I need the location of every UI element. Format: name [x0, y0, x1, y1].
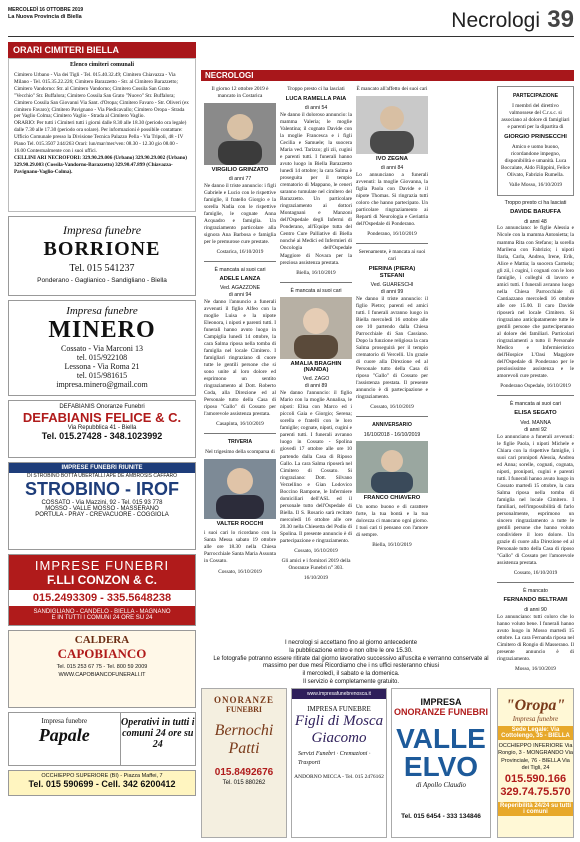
obit-label: ANNIVERSARIO	[372, 422, 412, 429]
ad-papale-right	[121, 713, 195, 765]
obit-place: Biella, 16/10/2019	[296, 269, 336, 276]
ad-strobino-line5: MOSSO - VALLE MOSSO - MASSERANO	[45, 506, 159, 512]
obit-text: Amico e uomo buono, ricordandone impegno, disponibilità e umanità. Luca Boccalate, Aldo Filippini, Felice Olivato, Fabrizio Rumella.	[501, 143, 570, 178]
obituary-column-1	[204, 86, 276, 606]
obit-place: 16/10/2019	[303, 575, 329, 582]
obit-sub: Ved. MANNA	[520, 419, 551, 426]
obit-intro: È mancata ai suoi cari	[290, 287, 342, 294]
ad-bernochi-line4: 015.8492676	[214, 767, 274, 779]
orari-box	[8, 58, 196, 212]
obit-place: Cossato, 16/10/2019	[218, 568, 262, 575]
ad-strobino-line6: PORTULA - PRAY - CREVACUORE - COGGIOLA	[35, 512, 169, 518]
page-number: 39	[547, 6, 574, 33]
obit-text: Lo annunciano a funerali avvenuti: la moglie Giovanna, la figlia Paola con Davide e il nipote Thomas. Si ringrazia tutti coloro che hanno partecipato. Un particolare ringraziamento ai Reparti di Neurologia e Geriatria dell'Ospedale di Ponderano.	[356, 171, 428, 228]
orari-heading: Elenco cimiteri comunali	[70, 62, 134, 68]
orari-text: Cimitero Urbano - Via dei Tigli - Tel. 015.40.32.49; Cimitero Chiavazza - Via Milano - Tel. 015.35.22.226; Cimitero Barazzetto - Str. al Cimitero Barazzetto; Cimitero Vandorno: Str. al Cimitero Vandorno; Cimitero Cossila San Grato "Vecchio" Str. Buffalora; Cimitero Cossila San Grato "Nuovo" Str. Buffalora; Cimitero Cossila San Giovanni Via Sant. d'Oropa; Cimitero Favaro - Str. Oliveri (ex cimitero Favaro); Cimitero Pavignano - Via Piedicavallo; Cimitero Oropa - Strada per Vaglio Colma; Cimitero Vaglio - Strada al Cimitero Vaglio.	[14, 71, 189, 120]
obit-place: Biella, 16/10/2019	[372, 542, 412, 549]
obit-place: Ponderano Ospedale, 16/10/2019	[500, 383, 571, 390]
ad-conzon-line1: IMPRESE FUNEBRI	[34, 558, 170, 573]
notice-line: il mercoledì, il sabato e la domenica.	[302, 671, 400, 678]
obit-name: ELISA SEGATO	[514, 410, 557, 417]
newspaper-name: La Nuova Provincia di Biella	[8, 14, 82, 20]
obit-intro: È mancato all'affetto dei suoi cari	[356, 86, 428, 92]
obit-age: di anni 92	[524, 426, 547, 433]
obit-intro: È mancato	[523, 588, 548, 595]
notice-line: Le fotografie potranno essere ritirate dal giorno lavorativo successivo all'uscita e verranno conservate al massimo per due mesi Ricordiamo che i ns uffici resteranno chiusi	[213, 655, 489, 670]
ad-valle-elvo[interactable]	[391, 688, 491, 838]
ad-oropa-line5: 015.590.166	[504, 772, 567, 785]
ad-strobino-line2: DI STROBINO BOTTA UBERTALLI APE DE AMBROSIS CAFFARO	[26, 473, 178, 479]
notice-line: Il servizio è completamente gratuito.	[302, 678, 400, 685]
orari-contacts: CELLINI ARI NECROFORI: 329.90.29.006 (Urbano) 329.90.29.002 (Urbano) 329.90.29.003 (Cossila-Vandorno-Barazzetto) 329.90.47.899 (Chiavazza-Pavignano-Vaglio-Colma).	[14, 154, 187, 175]
ad-bernochi-line5: Tel. 015 880262	[222, 780, 266, 787]
obit-name: IVO ZEGNA	[376, 156, 408, 163]
ad-oropa-line4: OCCHIEPPO INFERIORE Via Rongio, 3 - MONGRANDO Via Provinciale, 76 - BIELLA Via dei Tigli, 24	[498, 743, 573, 772]
ad-minero-line6: tel. 015/981615	[76, 371, 128, 380]
left-column	[8, 42, 196, 838]
obit-name: PIERINA (PIERA) STEFANI	[368, 266, 416, 280]
ad-mosca-giacomo[interactable]	[291, 688, 387, 838]
obit-place: Cossato, 16/10/2019	[513, 570, 558, 577]
obit-label: TRIVERIA	[227, 439, 253, 446]
ad-minero-line7: impresa.minero@gmail.com	[56, 380, 148, 389]
ad-oropa-line2: Impresa funebre	[512, 715, 559, 723]
obit-note: Gli amici e i fornitori 2019 della Onoranze Funebri n° 303.	[281, 557, 351, 571]
ad-minero[interactable]	[8, 300, 196, 396]
ad-minero-line1: Impresa funebre	[66, 305, 138, 317]
obit-dates: 16/10/2018 - 16/10/2019	[363, 432, 421, 439]
ad-minero-line3: Cossato - Via Marconi 13	[60, 344, 144, 353]
ad-minero-line4: tel. 015/922108	[76, 353, 128, 362]
ad-conzon-line4: SANDIGLIANO - CANDELO - BIELLA - MAGNANO	[33, 609, 171, 615]
ad-borrione-line4: Ponderano - Gaglianico - Sandigliano - Biella	[37, 277, 167, 284]
obit-age: di anni 84	[380, 164, 404, 171]
notice-line: la pubblicazione entro e non oltre le ore 15.30.	[289, 647, 413, 654]
section-bar: NECROLOGI	[201, 70, 574, 81]
ad-strobino-line1: IMPRESE FUNEBRI RIUNITE	[9, 463, 195, 473]
obit-text: Ne danno il doloroso annuncio: la mamma Valeria; le moglie Valentina; il cognato Davide con la moglie Francesca e i figli Cecilia e Samuele; la suocera Maria ved. Tarizzo; gli zii, cugini e parenti tutti. I funerali hanno avuto luogo in Biella Barazzetto lunedì 14 ottobre; la cara Salma è proseguita per il tempio crematorio di Mappano, le ceneri saranno tumulate nel cimitero del Barazzetto. Un particolare ringraziamento ai dottori Montagnani e Manzoni dell'Ospedale degli Infermi di Ponderano, all'Equipe tutta del Centro Cure Palliative di Biella nonché ai Medici ed Infermieri di Oncologia dell'Ospedale Maggiore di Novara per la preziosa assistenza prestata.	[280, 111, 352, 266]
obituary-column-3	[356, 86, 428, 606]
ad-defabianis[interactable]	[8, 400, 196, 458]
obit-intro: Troppo presto ci ha lasciati	[287, 86, 345, 92]
divider	[204, 433, 276, 434]
ad-occhieppo-line1: OCCHIEPPO SUPERIORE (BI) - Piazza Maffei, 7	[41, 773, 163, 779]
ad-caldera-line4: WWW.CAPOBIANCOFUNERALI.IT	[58, 672, 146, 678]
ad-caldera-line2: CAPOBIANCO	[57, 646, 147, 661]
ad-occhieppo[interactable]	[8, 770, 196, 796]
obit-intro: Nel trigesimo della scomparsa di	[205, 449, 275, 456]
ad-valle-line5: Tel. 015 6454 - 333 134846	[401, 813, 481, 820]
ad-papale-line1: Impresa funebre	[41, 717, 88, 725]
ad-strobino-line3: STROBINO - IROF	[25, 479, 179, 499]
ad-defabianis-line4: Tel. 015.27428 - 348.1023992	[41, 431, 163, 441]
ad-caldera-line1: CALDERA	[74, 634, 130, 646]
obit-text: Ne danno l'annuncio a funerali avvenuti il figlio Alfeo con la moglie Luisa e la nipote Eleonora, i nipoti e parenti tutti. I funerali hanno avuto luogo in Campiglia lunedì 14 ottobre, la cara Salma riposa nella tomba di famiglia nel locale Cimitero. I famigliari ringraziano di cuore tutte le gentili persone che si sono unite al loro dolore ed esprimono un sentito ringraziamento al Dott. Roberto Coda, alla Direzione ed al Personale tutto della Casa di riposo "Gallo" di Cossato per l'amorevole assistenza prestata.	[204, 298, 276, 418]
obit-place: Ponderano, 16/10/2019	[367, 231, 417, 238]
issue-date: MERCOLEDÌ 16 OTTOBRE 2019	[8, 7, 84, 13]
ad-valle-line1: IMPRESA	[420, 697, 462, 707]
obit-text: Ne danno il triste annuncio: i figli Gabriele e Lucio con le rispettive famiglie, il fratello Giorgio e la sorella Nadia con le rispettive famiglie, le cognate Anna Acquadro e famiglia. Un ringraziamento particolare alla signora Ana Barbosa e famiglia per le premurose cure prestate.	[204, 182, 276, 246]
ad-caldera-line3: Tel. 015 253 67 75 - Tel. 800 59 2009	[56, 664, 148, 670]
obit-name: GIORGIO PRINSECCHI	[504, 134, 567, 141]
ad-minero-line2: MINERO	[48, 317, 156, 343]
obit-name: VALTER ROCCHI	[216, 521, 264, 528]
portrait-photo	[280, 297, 352, 359]
ad-oropa-line7: Reperibilità 24/24 su tutti i comuni	[499, 803, 572, 816]
portrait-photo	[204, 459, 276, 519]
obit-place: Casapinta, 16/10/2019	[216, 421, 264, 428]
obit-text: Lo annunciano: tutti coloro che lo hanno voluto bene. I funerali hanno avuto luogo in Mosso martedì 15 ottobre. La cara Fernanda riposa nel Cimitero di Rongio di Masserano. Il presente annuncio è di ringraziamento.	[497, 613, 574, 662]
ad-strobino[interactable]	[8, 462, 196, 550]
ad-defabianis-line3: Via Repubblica 41 - Biella	[67, 425, 137, 431]
obit-place: Cossato, 16/10/2019	[294, 547, 338, 554]
page-header	[8, 5, 574, 37]
section-title: Necrologi	[451, 9, 540, 32]
ad-oropa-line1: "Oropa"	[505, 697, 566, 714]
ad-conzon[interactable]	[8, 554, 196, 626]
obit-text: Lo annunciano a funerali avvenuti: le figlie Paola, i nipoti Michele e Chiara con la rispettive famiglie, i suoi cari pronipoti Alessia, Andrea ed Anna; sorelle, cognati, cognata, nipoti, pronipoti, cugini e parenti tutti. I funerali hanno avuto luogo in Cossato martedì 15 ottobre, la cara Salma riposa nella tomba di famiglia nel locale Cimitero. I familiari, nell'impossibilità di farlo personalmente, esprimono un sincero ringraziamento a tutte le gentili persone che hanno voluto condividere il loro dolore. Un grazie di cuore alla Direzione ed al Personale tutto della Casa di riposo "Gallo" di Cossato per l'amorevole assistenza prestata.	[497, 433, 574, 567]
obit-age: di anni 54	[304, 104, 328, 111]
ad-caldera[interactable]	[8, 630, 196, 708]
obit-name: FRANCO CHIAVERO	[363, 495, 421, 502]
ad-conzon-line5: E IN TUTTI I COMUNI 24 ORE SU 24	[51, 615, 153, 621]
obit-place: Valle Mosso, 16/10/2019	[508, 181, 563, 188]
obit-text: Un uomo buono e di carattere forte, la tua bontà e la tua dolcezza ci mancano ogni giorno. I tuoi cari ti pensano con l'amore di sempre.	[356, 504, 428, 539]
ad-mosca-line1: IMPRESA FUNEBRE	[307, 705, 371, 713]
obit-label: PARTECIPAZIONE	[512, 93, 559, 99]
ad-mosca-line2: Figli di Mosca Giacomo	[294, 713, 384, 746]
notice-line: I necrologi si accettano fino al giorno antecedente	[284, 640, 418, 646]
obit-age: di anni 90	[524, 606, 547, 613]
obit-intro: Il giorno 12 ottobre 2019 è mancato in Costarica	[211, 86, 269, 100]
ad-borrione-line2: BORRIONE	[43, 238, 161, 260]
obit-text: Ne danno il triste annuncio: il figlio Pietro; parenti ed amici tutti. I funerali avranno luogo in Biella mercoledì 16 ottobre alle ore 10 partendo dalla Chiesa Parrocchiale di San Cassiano. Dopo la funzione religiosa la cara Salma proseguirà per il tempio crematorio di Vercelli. Un grazie di cuore alla Direzione ed al Personale tutto della Casa di riposo "Gallo" di Cossato per l'assistenza prestata. Il presente annuncio è di partecipazione e ringraziamento.	[356, 295, 428, 401]
ad-bernochi-line2: FUNEBRI	[225, 705, 262, 714]
obituary-column-4	[497, 86, 574, 672]
obit-place: Costarica, 16/10/2019	[216, 249, 264, 256]
obit-text: i suoi cari lo ricordano con la Santa Messa sabato 19 ottobre alle ore 18.30 nella Chiesa Parrocchiale Santa Maria Assunta in Cossato.	[204, 530, 276, 565]
ad-bernochi-line1: ONORANZE	[213, 695, 274, 705]
ad-mosca-url[interactable]: www.impresafunebrenosca.it	[292, 689, 386, 699]
ad-occhieppo-line2: Tel. 015 590699 - Cell. 342 6200412	[28, 779, 176, 789]
obit-name: FERNANDO BELTRAMI	[503, 597, 568, 604]
obit-place: Cossato, 16/10/2019	[370, 404, 414, 411]
ad-papale-line3: Operativi in tutti i comuni 24 ore su 24	[120, 717, 195, 750]
obit-intro: È mancata ai suoi cari	[214, 267, 266, 274]
divider	[497, 395, 574, 396]
obit-sub: Ved. ZAGO	[302, 376, 330, 383]
obit-age: di anni 48	[524, 218, 547, 225]
submission-notice	[210, 640, 492, 685]
obit-name: LUCA RAMELLA PAIA	[285, 96, 347, 103]
portrait-photo	[204, 103, 276, 165]
ad-bernochi[interactable]	[201, 688, 287, 838]
divider	[356, 243, 428, 244]
ad-defabianis-line1: DEFABIANIS Onoranze Funebri	[59, 404, 145, 410]
ad-oropa[interactable]	[497, 688, 574, 838]
ad-papale-line2: Papale	[38, 725, 90, 745]
divider	[356, 416, 428, 417]
obit-name: VIRGILIO GRINZATO	[211, 167, 269, 174]
ad-defabianis-line2: DEFABIANIS FELICE & C.	[22, 410, 182, 425]
partecipazione-box	[497, 86, 574, 196]
orari-title: ORARI CIMITERI BIELLA	[8, 42, 196, 58]
obit-intro: Serenamente, è mancata ai suoi cari	[358, 249, 426, 263]
obit-name: ADELE LANZA	[219, 276, 261, 283]
obit-place: Mosso, 16/10/2019	[515, 665, 556, 672]
ad-oropa-line3: Sede Legale: Via Cottolengo, 35 - BIELLA	[498, 726, 573, 740]
obit-text: Lo annunciano: le figlie Alessia e Nicole con la mamma Antonietta; la mamma Rita con Stefano; la sorella Marilena con Fabrizio; i nipoti Ilaria, Carla, Andrea, Irene, Erik, Alice e Mattia; la suocera Carmela; gli zii, i cugini, i cognati con le loro famiglie, i colleghi di lavoro e amici tutti. I funerali avranno luogo nella Chiesa Parrocchiale di Cantiazzano mercoledì 16 ottobre alle ore 15.00. Il caro Davide riposerà nel locale Cimitero. Si ringraziano anticipatamente tutte le gentili persone che parteciperanno al dolore dei familiari. Particolari ringraziamenti a tutto il Personale Medico e Infermieristico dell'Hospice L'Oasi Maggiore dell'Ospedale di Ponderano per le preziosissime assistenza e le amorevoli cure prestate.	[497, 225, 574, 380]
ad-papale[interactable]	[8, 712, 196, 766]
ad-borrione-line3: Tel. 015 541237	[69, 263, 135, 274]
divider	[280, 282, 352, 283]
divider	[204, 261, 276, 262]
obit-sub: Ved. AGAZZONE	[219, 285, 261, 292]
ad-strobino-line4: COSSATO - Via Mazzini, 92 - Tel. 015 93 778	[41, 500, 163, 506]
obit-text: Ne danno l'annuncio: il figlio Mario con la moglie Annalisa, le nipoti: Elisa con Marco ed i piccoli Gaia e Giorgio; Serena; sorella e fratelli con le loro famiglie; cognate, nipoti, cugini e parenti tutti. I funerali avranno luogo in Cossato - Spolina giovedì 17 ottobre alle ore 10 partendo dalla Casa di Riposo Gallo. La cara Salma riposerà nel Cimitero di Cossato. Si ringraziano: Dott. Silvano Verzellino e Gian Lodovico Boccino Rampone, le Infermiere domiciliari dell'ASL ed il personale tutto dell'Ospedale di Biella. Il S. Rosario sarà recitato mercoledì 16 ottobre alle ore 20.30 nella Chiesetta del Podio di Spolina. Il presente annuncio è di partecipazione e ringraziamento.	[280, 390, 352, 544]
orari-hours: ORARIO: Per tutti i Cimiteri tutti i giorni dalle 8.30 alle 18.30 (periodo ora legale) dalle 7.30 alle 17.30 (periodo ora solare). Per informazioni è possibile contattare: Ufficio Comunale presso la Divisione Tecnica Palazzo Pella - Via Tripoli, 48 - IV Piano Tel. 015.3507 244/263 Orari: lun/mar/mer/ven: 08.30 - 12.30 gio 08.00 - 16.00 Contestualmente con i suoi uffici.	[14, 120, 187, 154]
obit-age: di anni 89	[304, 383, 328, 390]
portrait-photo	[356, 96, 428, 154]
ad-mosca-line3: Servizi Funebri · Cremazioni · Trasporti	[298, 751, 371, 766]
obit-age: di anni 77	[228, 176, 252, 183]
obit-sub: Ved. GUARESCHI	[370, 282, 414, 289]
obit-age: di anni 94	[228, 292, 252, 298]
obit-text: I membri del direttivo valmossese del C.r.s.c. si associano al dolore di famigliari e parenti per la dipartita di	[501, 102, 570, 130]
ad-valle-line4: di Apollo Claudio	[415, 781, 467, 789]
obituary-column-2	[280, 86, 352, 606]
divider	[497, 582, 574, 583]
obit-intro: È mancata ai suoi cari	[509, 401, 562, 408]
ad-bernochi-line3: Bernochi Patti	[214, 722, 274, 757]
obit-name: DAVIDE BARUFFA	[510, 208, 561, 215]
obit-name: AMALIA BRAGHIN (NANDA)	[290, 360, 342, 374]
portrait-photo	[356, 441, 428, 493]
ad-borrione[interactable]	[8, 216, 196, 296]
obit-intro: Troppo presto ci ha lasciati	[504, 199, 567, 206]
ad-conzon-line2: F.LLI CONZON & C.	[47, 573, 157, 587]
ad-minero-line5: Lessona - Via Roma 21	[64, 362, 140, 371]
ad-valle-line3: VALLE ELVO	[396, 723, 486, 782]
ad-conzon-phone: 015.2493309 - 335.5648238	[9, 590, 195, 606]
ad-valle-line2: ONORANZE FUNEBRI	[394, 707, 488, 717]
ad-mosca-line4: ANDORNO MICCA - Tel. 015 2476162	[294, 774, 384, 780]
ad-oropa-line6: 329.74.75.570	[500, 785, 571, 798]
ad-papale-left	[9, 713, 121, 765]
ad-borrione-line1: Impresa funebre	[62, 223, 142, 237]
obit-age: di anni 99	[380, 289, 404, 296]
